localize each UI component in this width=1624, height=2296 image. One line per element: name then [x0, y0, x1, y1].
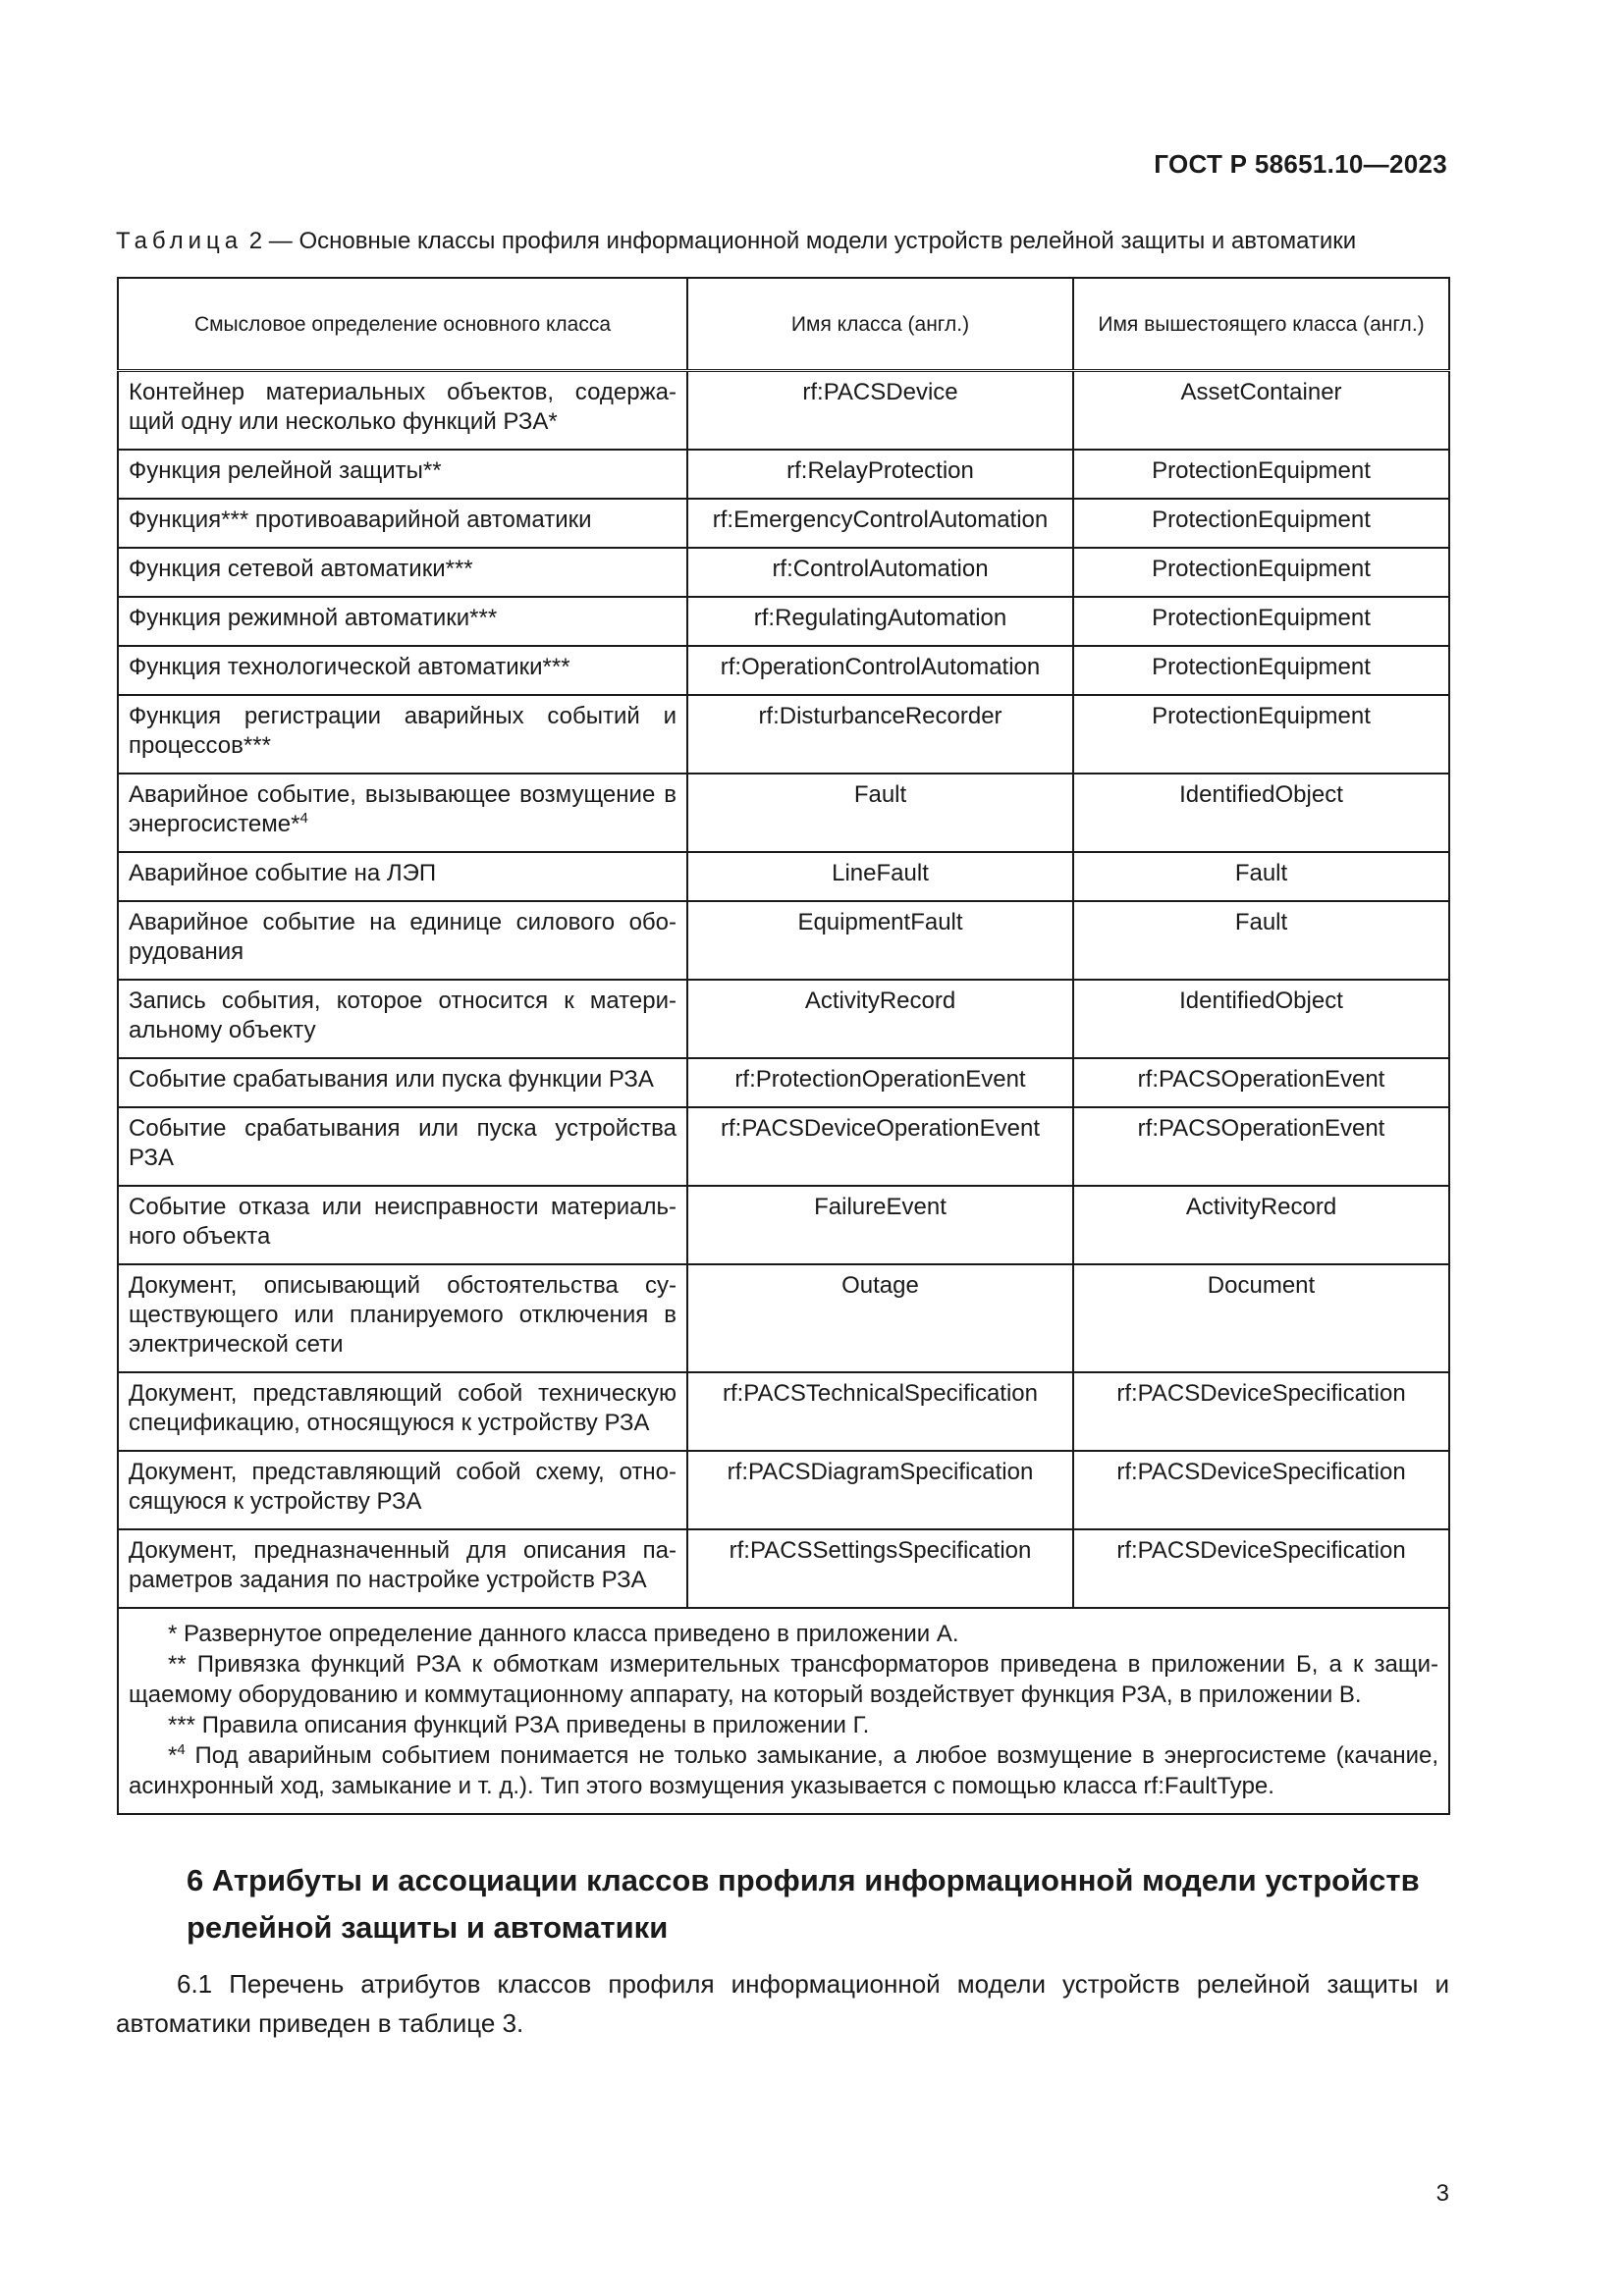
definition-text: Аварийное событие на ЛЭП: [129, 859, 437, 886]
cell-class-name: Outage: [687, 1264, 1073, 1372]
table-row: [118, 1107, 1449, 1186]
table-row: [118, 1372, 1449, 1451]
definition-text: Контейнер материальных объектов, содержа-щий одну или несколько функций РЗА*: [129, 379, 677, 435]
footnote-text: Под аварийным событием понимается не только замыкание, а любое возмущение в энергосистеме (качание, асинхронный ход, замыкание и т. д.). Тип этого возмущения указывается с помощью класса rf:FaultType.: [129, 1741, 1438, 1799]
cell-class-name: FailureEvent: [687, 1186, 1073, 1264]
table-footnote: [129, 1649, 1438, 1710]
cell-class-name: LineFault: [687, 852, 1073, 901]
cell-parent-class: rf:PACSDeviceSpecification: [1073, 1451, 1449, 1529]
cell-class-name: rf:RegulatingAutomation: [687, 597, 1073, 646]
table-caption: [116, 228, 1451, 255]
section-title: 6 Атрибуты и ассоциации классов профиля информационной модели устройств релейной защиты и автоматики: [187, 1863, 1420, 1945]
column-header-parent-class: Имя вышестоящего класса (англ.): [1073, 278, 1449, 371]
definition-text: Событие отказа или неисправности материаль-ного объекта: [129, 1193, 677, 1250]
table-row: [118, 1451, 1449, 1529]
cell-definition: [118, 499, 687, 548]
cell-class-name: EquipmentFault: [687, 901, 1073, 980]
cell-class-name: Fault: [687, 774, 1073, 852]
table-row: [118, 499, 1449, 548]
page-number: 3: [1435, 2180, 1449, 2207]
footnote-mark: *: [168, 1741, 178, 1769]
column-header-definition: Смысловое определение основного класса: [118, 278, 687, 371]
definition-text: Функция регистрации аварийных событий и процессов***: [129, 702, 677, 759]
footnote-mark: **: [168, 1650, 187, 1678]
definition-text: Аварийное событие на единице силового обо-рудования: [129, 908, 677, 965]
footnote-superscript: 4: [177, 1740, 186, 1758]
table-row: [118, 450, 1449, 499]
cell-parent-class: rf:PACSOperationEvent: [1073, 1107, 1449, 1186]
section-paragraph: 6.1 Перечень атрибутов классов профиля информационной модели устройств релейной защиты и автоматики приведен в таблице 3.: [116, 1969, 1449, 2038]
definition-text: Функция релейной защиты**: [129, 456, 442, 484]
cell-class-name: rf:PACSTechnicalSpecification: [687, 1372, 1073, 1451]
table-notes-row: [118, 1608, 1449, 1814]
cell-definition: [118, 371, 687, 450]
cell-class-name: rf:EmergencyControlAutomation: [687, 499, 1073, 548]
footnote-mark: *: [168, 1620, 178, 1647]
definition-text: Функция технологической автоматики***: [129, 653, 570, 680]
definition-text: Документ, предназначенный для описания па-раметров задания по настройке устройств РЗА: [129, 1536, 677, 1593]
footnote-mark: ***: [168, 1711, 196, 1738]
cell-class-name: rf:PACSSettingsSpecification: [687, 1529, 1073, 1608]
table-row: [118, 852, 1449, 901]
cell-parent-class: AssetContainer: [1073, 371, 1449, 450]
classes-table-wrap: [117, 277, 1448, 1815]
document-code: ГОСТ Р 58651.10—2023: [1154, 149, 1447, 179]
table-footnote: [129, 1710, 1438, 1740]
table-header: [118, 278, 1449, 371]
cell-class-name: rf:RelayProtection: [687, 450, 1073, 499]
footnote-text: Правила описания функций РЗА приведены в приложении Г.: [195, 1711, 870, 1738]
cell-parent-class: IdentifiedObject: [1073, 980, 1449, 1058]
cell-parent-class: ProtectionEquipment: [1073, 499, 1449, 548]
classes-table: [117, 277, 1450, 1815]
cell-definition: [118, 1529, 687, 1608]
table-row: [118, 548, 1449, 597]
cell-definition: [118, 901, 687, 980]
cell-definition: [118, 1264, 687, 1372]
table-caption-label: Таблица: [116, 228, 244, 254]
cell-parent-class: Document: [1073, 1264, 1449, 1372]
table-row: [118, 980, 1449, 1058]
table-row: [118, 646, 1449, 695]
table-row: [118, 597, 1449, 646]
cell-class-name: ActivityRecord: [687, 980, 1073, 1058]
table-notes: [118, 1608, 1449, 1814]
definition-text: Документ, описывающий обстоятельства су-ществующего или планируемого отключения в электрической сети: [129, 1271, 677, 1358]
cell-parent-class: rf:PACSDeviceSpecification: [1073, 1372, 1449, 1451]
definition-text: Функция*** противоаварийной автоматики: [129, 506, 592, 533]
footnote-text: Привязка функций РЗА к обмоткам измерительных трансформаторов приведена в приложении Б, а к защи-щаемому оборудованию и коммутационному аппарату, на который воздействует функция РЗА, в приложении В.: [129, 1650, 1438, 1708]
cell-definition: [118, 450, 687, 499]
cell-definition: [118, 774, 687, 852]
table-caption-text: 2 — Основные классы профиля информационной модели устройств релейной защиты и автоматики: [248, 228, 1357, 254]
table-footnote: [129, 1619, 1438, 1649]
cell-definition: [118, 695, 687, 774]
table-row: [118, 1058, 1449, 1107]
definition-text: Событие срабатывания или пуска устройства РЗА: [129, 1114, 677, 1171]
cell-definition: [118, 597, 687, 646]
cell-definition: [118, 1372, 687, 1451]
cell-class-name: rf:DisturbanceRecorder: [687, 695, 1073, 774]
cell-definition: [118, 548, 687, 597]
cell-parent-class: rf:PACSDeviceSpecification: [1073, 1529, 1449, 1608]
cell-definition: [118, 980, 687, 1058]
table-row: [118, 901, 1449, 980]
definition-text: Функция сетевой автоматики***: [129, 555, 473, 582]
table-row: [118, 695, 1449, 774]
cell-definition: [118, 852, 687, 901]
cell-class-name: rf:PACSDevice: [687, 371, 1073, 450]
cell-parent-class: Fault: [1073, 852, 1449, 901]
cell-class-name: rf:OperationControlAutomation: [687, 646, 1073, 695]
cell-definition: [118, 1058, 687, 1107]
table-notes-section: [118, 1608, 1449, 1814]
cell-definition: [118, 1186, 687, 1264]
table-row: [118, 774, 1449, 852]
cell-definition: [118, 646, 687, 695]
cell-parent-class: ProtectionEquipment: [1073, 646, 1449, 695]
table-row: [118, 1529, 1449, 1608]
cell-parent-class: ProtectionEquipment: [1073, 450, 1449, 499]
cell-class-name: rf:PACSDiagramSpecification: [687, 1451, 1073, 1529]
definition-text: Документ, представляющий собой техническую спецификацию, относящуюся к устройству РЗА: [129, 1379, 677, 1436]
table-header-row: [118, 278, 1449, 371]
definition-text: Документ, представляющий собой схему, отно-сящуюся к устройству РЗА: [129, 1458, 677, 1515]
table-body: [118, 371, 1449, 1608]
table-row: [118, 1186, 1449, 1264]
table-row: [118, 1264, 1449, 1372]
table-footnote: [129, 1740, 1438, 1801]
cell-class-name: rf:ProtectionOperationEvent: [687, 1058, 1073, 1107]
cell-parent-class: ProtectionEquipment: [1073, 695, 1449, 774]
cell-class-name: rf:ControlAutomation: [687, 548, 1073, 597]
cell-class-name: rf:PACSDeviceOperationEvent: [687, 1107, 1073, 1186]
column-header-class-name: Имя класса (англ.): [687, 278, 1073, 371]
definition-text: Событие срабатывания или пуска функции РЗА: [129, 1065, 654, 1093]
cell-definition: [118, 1107, 687, 1186]
table-row: [118, 371, 1449, 450]
footnote-superscript: 4: [299, 809, 308, 827]
definition-text: Аварийное событие, вызывающее возмущение в энергосистеме*: [129, 780, 677, 837]
cell-parent-class: rf:PACSOperationEvent: [1073, 1058, 1449, 1107]
footnote-text: Развернутое определение данного класса приведено в приложении А.: [177, 1620, 959, 1647]
cell-parent-class: ProtectionEquipment: [1073, 548, 1449, 597]
cell-parent-class: ProtectionEquipment: [1073, 597, 1449, 646]
cell-parent-class: IdentifiedObject: [1073, 774, 1449, 852]
definition-text: Функция режимной автоматики***: [129, 604, 498, 631]
definition-text: Запись события, которое относится к матери-альному объекту: [129, 987, 677, 1043]
cell-definition: [118, 1451, 687, 1529]
cell-parent-class: ActivityRecord: [1073, 1186, 1449, 1264]
cell-parent-class: Fault: [1073, 901, 1449, 980]
